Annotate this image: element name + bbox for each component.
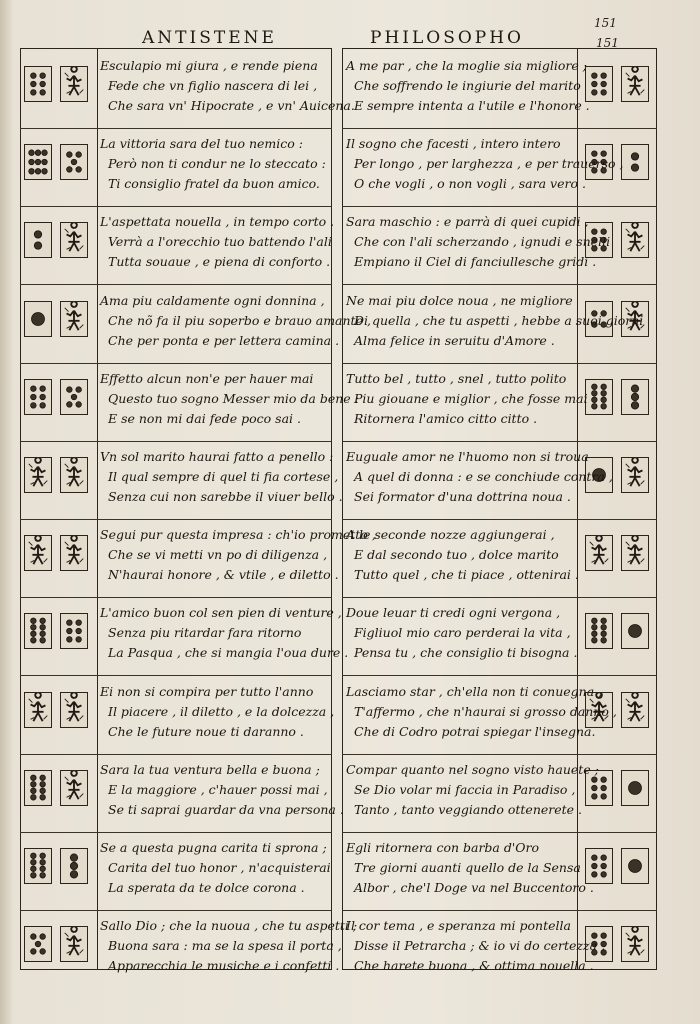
- right-entry: [342, 285, 657, 363]
- card-pair: [24, 66, 88, 102]
- figure-icon: [621, 692, 649, 728]
- tercet: [346, 291, 643, 351]
- card-pair: [585, 379, 649, 415]
- left-entry: [20, 910, 358, 988]
- right-entry: [342, 519, 657, 597]
- left-entry: [20, 832, 332, 910]
- verse-line: Se Dio volar mi faccia in Paradiso ,: [354, 781, 576, 797]
- verse-line: E la maggiore , c'hauer possi mai ,: [108, 781, 328, 797]
- verse-line: Buona sara : ma se la spesa il porta ,: [108, 938, 342, 954]
- tercet: [100, 760, 344, 820]
- left-entry: [20, 676, 335, 754]
- verse-line: Piu giouane e miglior , che fosse mai: [354, 390, 588, 406]
- verse-line: T'affermo , che n'haurai si grosso danno ,: [354, 703, 617, 719]
- card-pair: [24, 301, 88, 337]
- tercet: [100, 603, 348, 663]
- verse-line: Se a questa pugna carita ti sprona ;: [100, 840, 327, 855]
- verse-line: Alma felice in seruitu d'Amore .: [354, 332, 555, 348]
- figure-icon: [621, 222, 649, 258]
- verse-line: Senza piu ritardar fara ritorno: [108, 625, 302, 641]
- two-pips-icon: [24, 222, 52, 258]
- verse-line: Doue leuar ti credi ogni vergona ,: [346, 605, 561, 621]
- verse-line: Che sara vn' Hipocrate , e vn' Auicena.: [108, 98, 355, 113]
- verse-line: A me par , che la moglie sia migliore ;: [346, 58, 587, 73]
- verse-line: Che di Codro potrai spiegar l'insegna.: [354, 723, 596, 739]
- verse-line: L'amico buon col sen pien di venture ,: [100, 605, 342, 621]
- verse-line: Apparecchia le musiche e i confetti .: [108, 958, 340, 974]
- eight-pips-icon: [24, 770, 52, 806]
- verse-line: N'haurai honore , & vtile , e diletto .: [108, 567, 339, 583]
- verse-line: Effetto alcun non'e per hauer mai: [100, 370, 314, 386]
- left-entry: [20, 754, 344, 832]
- left-entry: [20, 363, 359, 441]
- verse-line: La vittoria sara del tuo nemico :: [100, 136, 303, 152]
- verse-line: O che vogli , o non vogli , sara vero .: [354, 176, 586, 192]
- verse-line: Senza cui non sarebbe il viuer bello .: [108, 489, 343, 504]
- card-pair: [24, 457, 88, 493]
- right-entry: [342, 50, 657, 128]
- tercet: [100, 838, 331, 898]
- card-pair: [24, 535, 88, 571]
- figure-icon: [60, 301, 88, 337]
- five-pips-icon: [60, 144, 88, 180]
- tercet: [346, 56, 590, 116]
- right-entry: [342, 910, 657, 988]
- verse-line: Tutto quel , che ti piace , ottenirai .: [354, 567, 579, 583]
- right-entry: [342, 597, 657, 675]
- verse-line: Egli ritornera con barba d'Oro: [346, 840, 540, 855]
- verse-line: Ne mai piu dolce noua , ne migliore: [346, 292, 573, 308]
- eight-pips-icon: [24, 848, 52, 884]
- verse-line: L'aspettata nouella , in tempo corto .: [100, 214, 335, 230]
- verse-line: Che harete buona , & ottima nouella .: [354, 958, 594, 974]
- card-pair: [24, 848, 88, 884]
- figure-icon: [60, 535, 88, 571]
- verse-line: Che con l'ali scherzando , ignudi e snelli: [354, 234, 611, 250]
- figure-icon: [621, 535, 649, 571]
- three-pips-icon: [621, 379, 649, 415]
- left-entry: [20, 128, 332, 206]
- verse-line: Per longo , per larghezza , e per trauerso ,: [354, 156, 624, 172]
- right-entry: [342, 441, 657, 519]
- verse-line: Sara la tua ventura bella e buona ;: [100, 761, 320, 777]
- tercet: [346, 760, 599, 820]
- card-pair: [24, 613, 88, 649]
- figure-icon: [24, 535, 52, 571]
- verse-line: E dal secondo tuo , dolce marito: [354, 547, 559, 563]
- five-pips-icon: [24, 926, 52, 962]
- right-entry: [342, 832, 657, 910]
- verse-line: Segui pur questa impresa : ch'io prometto ,: [100, 527, 376, 543]
- one-pip-icon: [621, 613, 649, 649]
- verse-line: Vn sol marito haurai fatto a penello :: [100, 449, 334, 464]
- verse-line: Figliuol mio caro perderai la vita ,: [354, 625, 571, 641]
- verse-line: Ritornera l'amico citto citto .: [354, 410, 538, 426]
- verse-line: Albor , che'l Doge va nel Buccentoro .: [354, 880, 594, 895]
- verse-line: Tre giorni auanti quello de la Sensa: [354, 860, 581, 875]
- verse-line: Fede che vn figlio nascera di lei ,: [108, 78, 318, 93]
- verse-line: Il qual sempre di quel ti fia cortese ,: [108, 469, 339, 484]
- verse-line: Questo tuo sogno Messer mio da bene :: [108, 390, 359, 406]
- tercet: [346, 603, 577, 663]
- verse-line: Lasciamo star , ch'ella non ti conuegna ,: [346, 683, 603, 699]
- verse-line: Compar quanto nel sogno visto hauete ;: [346, 761, 599, 777]
- left-entry: [20, 50, 355, 128]
- verse-line: Se ti saprai guardar da vna persona .: [108, 801, 344, 817]
- figure-icon: [24, 457, 52, 493]
- tercet: [100, 56, 355, 116]
- card-pair: [24, 379, 88, 415]
- verse-line: Ei non si compira per tutto l'anno: [100, 683, 314, 699]
- five-pips-icon: [60, 379, 88, 415]
- verse-line: Disse il Petrarcha ; & io vi do certezza ,: [354, 938, 606, 954]
- verse-line: A le seconde nozze aggiungerai ,: [346, 527, 555, 543]
- verse-line: Ti consiglio fratel da buon amico.: [108, 176, 320, 192]
- verse-line: Empiano il Ciel di fanciullesche gridi .: [354, 254, 597, 270]
- verse-line: Il cor tema , e speranza mi pontella: [346, 918, 571, 934]
- figure-icon: [621, 457, 649, 493]
- tercet: [346, 682, 617, 742]
- tercet: [346, 134, 623, 194]
- tercet: [100, 134, 326, 194]
- tercet: [346, 838, 594, 898]
- eight-pips-icon: [24, 613, 52, 649]
- right-entry: [342, 676, 657, 754]
- card-pair: [24, 770, 88, 806]
- right-entry: [342, 206, 657, 284]
- figure-icon: [60, 222, 88, 258]
- six-pips-icon: [60, 613, 88, 649]
- nine-pips-icon: [24, 144, 52, 180]
- verse-line: Il piacere , il diletto , e la dolcezza ,: [108, 703, 335, 719]
- card-pair: [585, 613, 649, 649]
- running-head-right: PHILOSOPHO: [370, 28, 524, 48]
- verse-line: La sperata da te dolce corona .: [108, 880, 305, 895]
- tercet: [100, 369, 359, 429]
- verse-line: Euguale amor ne l'huomo non si troua: [346, 449, 589, 464]
- tercet: [346, 212, 610, 272]
- one-pip-icon: [24, 301, 52, 337]
- one-pip-icon: [621, 770, 649, 806]
- tercet: [346, 525, 579, 585]
- verse-line: Però non ti condur ne lo steccato :: [108, 156, 326, 172]
- verse-line: Che se vi metti vn po di diligenza ,: [108, 547, 328, 563]
- six-pips-icon: [24, 379, 52, 415]
- verse-line: Esculapio mi giura , e rende piena: [100, 58, 318, 73]
- card-pair: [24, 144, 88, 180]
- verse-line: Di quella , che tu aspetti , hebbe a suoi giorni: [354, 312, 644, 328]
- tercet: [100, 212, 334, 272]
- verse-line: Ama piu caldamente ogni donnina ,: [100, 292, 325, 308]
- verse-line: E sempre intenta a l'utile e l'honore .: [354, 98, 590, 113]
- figure-icon: [60, 457, 88, 493]
- eight-pips-icon: [585, 613, 613, 649]
- verse-line: Pensa tu , che consiglio ti bisogna .: [354, 645, 578, 661]
- verse-line: Tutta souaue , e piena di conforto .: [108, 254, 331, 270]
- tercet: [346, 916, 605, 976]
- verse-line: Che per ponta e per lettera camina .: [108, 332, 340, 348]
- figure-icon: [621, 66, 649, 102]
- verse-line: Il sogno che facesti , intero intero: [346, 136, 561, 152]
- verse-line: Sara maschio : e parrà di quei cupidi ,: [346, 214, 589, 230]
- figure-icon: [621, 926, 649, 962]
- running-head-left: ANTISTENE: [142, 28, 277, 48]
- verse-line: Sallo Dio ; che la nuoua , che tu aspetti ;: [100, 918, 358, 934]
- card-pair: [24, 692, 88, 728]
- card-pair: [585, 848, 649, 884]
- right-entry: [342, 754, 657, 832]
- three-pips-icon: [60, 848, 88, 884]
- tercet: [100, 916, 357, 976]
- verse-line: Verrà a l'orecchio tuo battendo l'ali: [108, 234, 332, 250]
- eight-pips-icon: [585, 379, 613, 415]
- tercet: [100, 525, 376, 585]
- figure-icon: [60, 692, 88, 728]
- page-number: 151: [594, 16, 617, 30]
- left-entry: [20, 285, 371, 363]
- figure-icon: [60, 926, 88, 962]
- verse-line: A quel di donna : e se conchiude contra ,: [354, 469, 613, 484]
- verse-line: Che nõ fa il piu soperbo e brauo amante ,: [108, 312, 371, 328]
- six-pips-icon: [24, 66, 52, 102]
- right-entry: [342, 363, 657, 441]
- verse-line: E se non mi dai fede poco sai .: [108, 410, 301, 426]
- card-pair: [24, 222, 88, 258]
- verse-line: Tanto , tanto veggiando ottenerete .: [354, 801, 583, 817]
- card-pair: [585, 535, 649, 571]
- tercet: [346, 369, 588, 429]
- one-pip-icon: [621, 848, 649, 884]
- figure-icon: [60, 770, 88, 806]
- figure-icon: [585, 535, 613, 571]
- figure-icon: [24, 692, 52, 728]
- verse-line: Sei formator d'una dottrina noua .: [354, 489, 571, 504]
- tercet: [100, 447, 343, 507]
- card-pair: [24, 926, 88, 962]
- verse-line: Che soffrendo le ingiurie del marito: [354, 78, 581, 93]
- figure-icon: [60, 66, 88, 102]
- left-entry: [20, 519, 376, 597]
- verse-line: Tutto bel , tutto , snel , tutto polito: [346, 370, 567, 386]
- left-entry: [20, 441, 343, 519]
- card-pair: [585, 66, 649, 102]
- page-number-secondary: 151: [596, 36, 619, 50]
- right-entry: [342, 128, 657, 206]
- left-entry: [20, 206, 335, 284]
- tercet: [100, 682, 334, 742]
- verse-line: Carita del tuo honor , n'acquisterai: [108, 860, 331, 875]
- verse-line: Che le future noue ti daranno .: [108, 723, 304, 739]
- tercet: [100, 291, 371, 351]
- two-pips-icon: [621, 144, 649, 180]
- left-entry: [20, 597, 349, 675]
- verse-line: La Pasqua , che si mangia l'oua dure .: [108, 645, 349, 661]
- tercet: [346, 447, 613, 507]
